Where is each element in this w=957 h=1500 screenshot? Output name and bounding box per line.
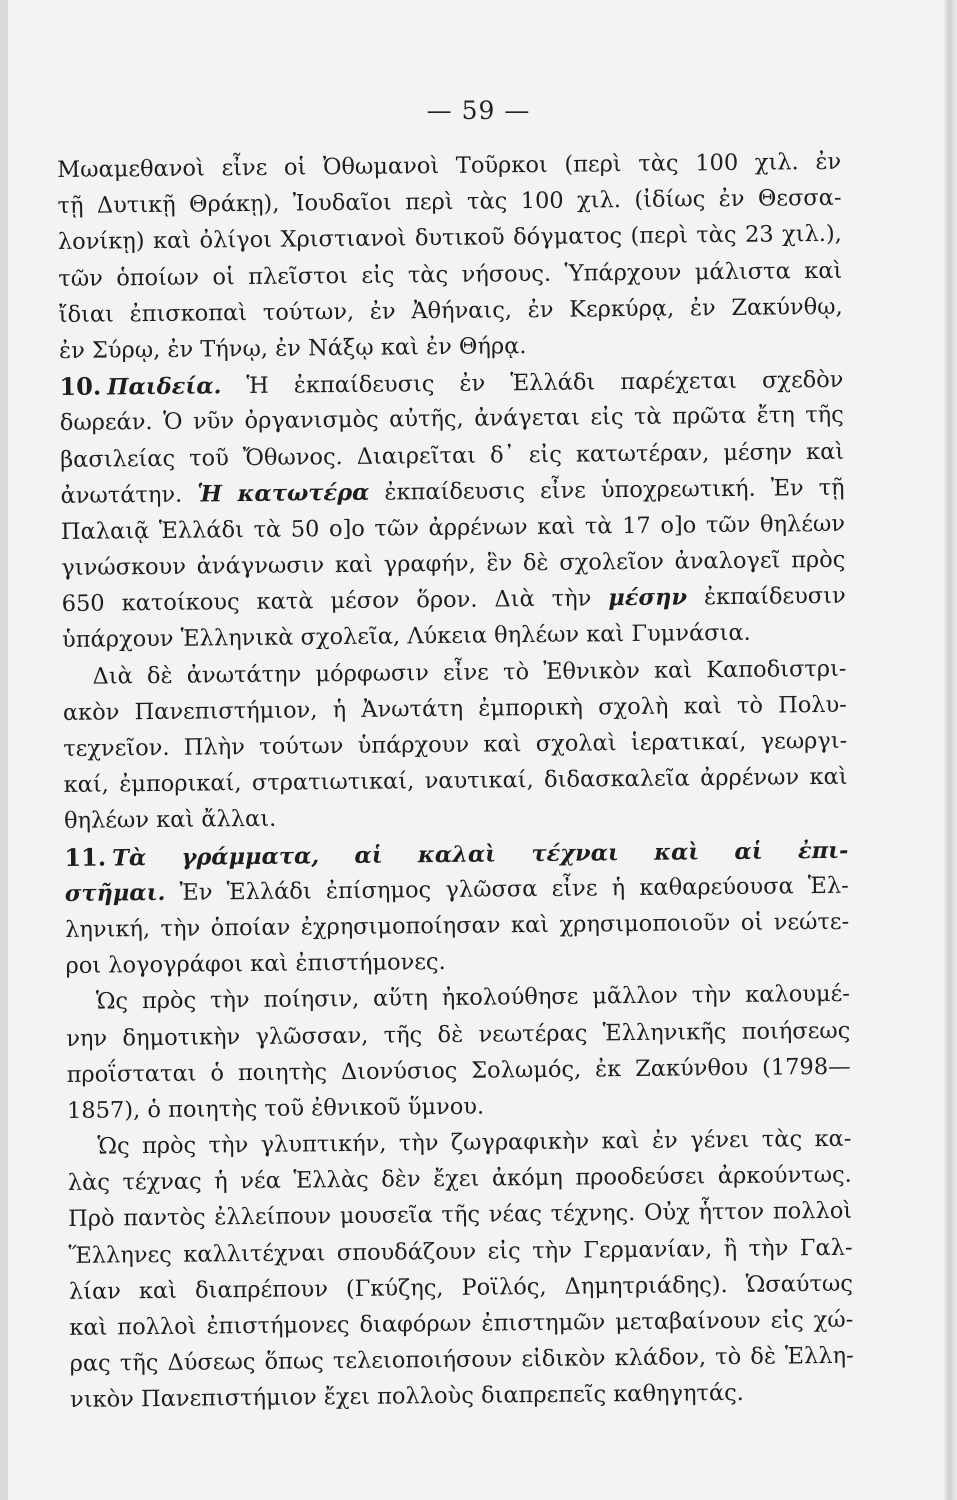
text-run: προΐσταται ὁ ποιητὴς Διονύσιος Σολωμός, ἐκ Ζακύνθου (1798— xyxy=(66,1053,851,1088)
body-text xyxy=(57,144,854,1419)
text-run: γινώσκουν ἀνάγνωσιν καὶ γραφήν, ἓν δὲ σχολεῖον ἀναλογεῖ πρὸς xyxy=(61,546,846,582)
text-run: Ἕλληνες καλλιτέχναι σπουδάζουν εἰς τὴν Γερμανίαν, ἢ τὴν Γαλ- xyxy=(68,1234,853,1269)
section-number: 11. xyxy=(64,842,107,872)
page-number: — 59 — xyxy=(426,96,531,125)
text-run: 1857), ὁ ποιητὴς τοῦ ἐθνικοῦ ὕμνου. xyxy=(66,1093,485,1124)
text-run: Ὡς πρὸς τὴν γλυπτικήν, τὴν ζωγραφικὴν καὶ ἐν γένει τὰς κα- xyxy=(97,1125,852,1160)
text-run: τῇ Δυτικῇ Θράκῃ), Ἰουδαῖοι περὶ τὰς 100 χιλ. (ἰδίως ἐν Θεσσα- xyxy=(57,184,842,220)
section-heading: στῆμαι. xyxy=(64,879,166,907)
text-run: ροι λογογράφοι καὶ ἐπιστήμονες. xyxy=(65,949,446,980)
text-run: ἴδιαι ἐπισκοπαὶ τούτων, ἐν Ἀθήναις, ἐν Κερκύρᾳ, ἐν Ζακύνθῳ, xyxy=(58,293,843,328)
text-run: νικὸν Πανεπιστήμιον ἔχει πολλοὺς διαπρεπεῖς καθηγητάς. xyxy=(69,1380,745,1414)
text-run: Διὰ δὲ ἀνωτάτην μόρφωσιν εἶνε τὸ Ἐθνικὸν καὶ Καποδιστρι- xyxy=(92,655,847,690)
emphasized-text: μέσην xyxy=(608,584,688,612)
text-run: ακὸν Πανεπιστήμιον, ἡ Ἀνωτάτη ἐμπορικὴ σχολὴ καὶ τὸ Πολυ- xyxy=(62,691,847,726)
section-heading: Παιδεία. xyxy=(107,373,222,401)
text-run: λίαν καὶ διαπρέπουν (Γκύζης, Ροϊλός, Δημητριάδης). Ὡσαύτως xyxy=(68,1270,854,1305)
text-run: λονίκῃ) καὶ ὀλίγοι Χριστιανοὶ δυτικοῦ δόγματος (περὶ τὰς 23 χιλ.), xyxy=(57,221,843,256)
text-run: ἐκπαίδευσιν xyxy=(686,583,846,611)
text-run: ληνική, τὴν ὁποίαν ἐχρησιμοποίησαν καὶ χρησιμοποιοῦν οἱ νεώτε- xyxy=(65,908,850,943)
text-run: ἐν Σύρῳ, ἐν Τήνῳ, ἐν Νάξῳ καὶ ἐν Θήρᾳ. xyxy=(58,333,527,364)
text-run: Ἐν Ἑλλάδι ἐπίσημος γλῶσσα εἶνε ἡ καθαρεύουσα Ἑλ- xyxy=(165,872,849,906)
text-run: ρας τῆς Δύσεως ὅπως τελειοποιήσουν εἰδικὸν κλάδον, τὸ δὲ Ἑλλη- xyxy=(69,1342,854,1378)
section-number: 10. xyxy=(59,371,102,402)
page-edge-shadow xyxy=(943,0,957,1500)
text-run: λὰς τέχνας ἡ νέα Ἑλλὰς δὲν ἔχει ἀκόμη προοδεύσει ἀρκούντως. xyxy=(67,1161,852,1197)
emphasized-text: Ἡ κατωτέρα xyxy=(197,479,370,508)
text-run: 650 κατοίκους κατὰ μέσον ὅρον. Διὰ τὴν xyxy=(61,585,609,618)
text-run: βασιλείας τοῦ Ὄθωνος. Διαιρεῖται δ᾽ εἰς κατωτέραν, μέσην καὶ xyxy=(60,438,845,473)
text-run: ἐκπαίδευσις εἶνε ὑποχρεωτική. Ἐν τῇ xyxy=(369,474,845,506)
text-run: Πρὸ παντὸς ἐλλείπουν μουσεῖα τῆς νέας τέχνης. Οὐχ ἧττον πολλοὶ xyxy=(68,1198,853,1233)
text-run: Ἡ ἐκπαίδευσις ἐν Ἑλλάδι παρέχεται σχεδὸν xyxy=(221,366,844,400)
section-heading: Τὰ γράμματα, αἱ καλαὶ τέχναι καὶ αἱ ἐπι- xyxy=(112,837,849,872)
text-run: Μωαμεθανοὶ εἶνε οἱ Ὀθωμανοὶ Τοῦρκοι (περὶ τὰς 100 χιλ. ἐν xyxy=(57,148,842,183)
text-run: δωρεάν. Ὁ νῦν ὀργανισμὸς αὐτῆς, ἀνάγεται εἰς τὰ πρῶτα ἔτη τῆς xyxy=(59,402,844,437)
text-run: ἀνωτάτην. xyxy=(60,481,198,509)
text-run: Ὡς πρὸς τὴν ποίησιν, αὕτη ἠκολούθησε μᾶλλον τὴν καλουμέ- xyxy=(95,981,850,1015)
text-run: Παλαιᾷ Ἑλλάδι τὰ 50 ο]ο τῶν ἀρρένων καὶ τὰ 17 ο]ο τῶν θηλέων xyxy=(60,510,846,545)
text-run: καί, ἐμπορικαί, στρατιωτικαί, ναυτικαί, διδασκαλεῖα ἀρρένων καὶ xyxy=(63,763,848,799)
text-run: ὑπάρχουν Ἑλληνικὰ σχολεῖα, Λύκεια θηλέων καὶ Γυμνάσια. xyxy=(61,620,751,654)
text-run: καὶ πολλοὶ ἐπιστήμονες διαφόρων ἐπιστημῶν μεταβαίνουν εἰς χώ- xyxy=(69,1306,854,1341)
text-run: θηλέων καὶ ἄλλαι. xyxy=(63,806,277,835)
text-run: τεχνεῖον. Πλὴν τούτων ὑπάρχουν καὶ σχολαὶ ἱερατικαί, γεωργι- xyxy=(63,727,848,762)
text-run: νην δημοτικὴν γλῶσσαν, τῆς δὲ νεωτέρας Ἑλληνικῆς ποιήσεως xyxy=(66,1017,851,1052)
text-run: τῶν ὁποίων οἱ πλεῖστοι εἰς τὰς νήσους. Ὑπάρχουν μάλιστα καὶ xyxy=(58,257,843,292)
